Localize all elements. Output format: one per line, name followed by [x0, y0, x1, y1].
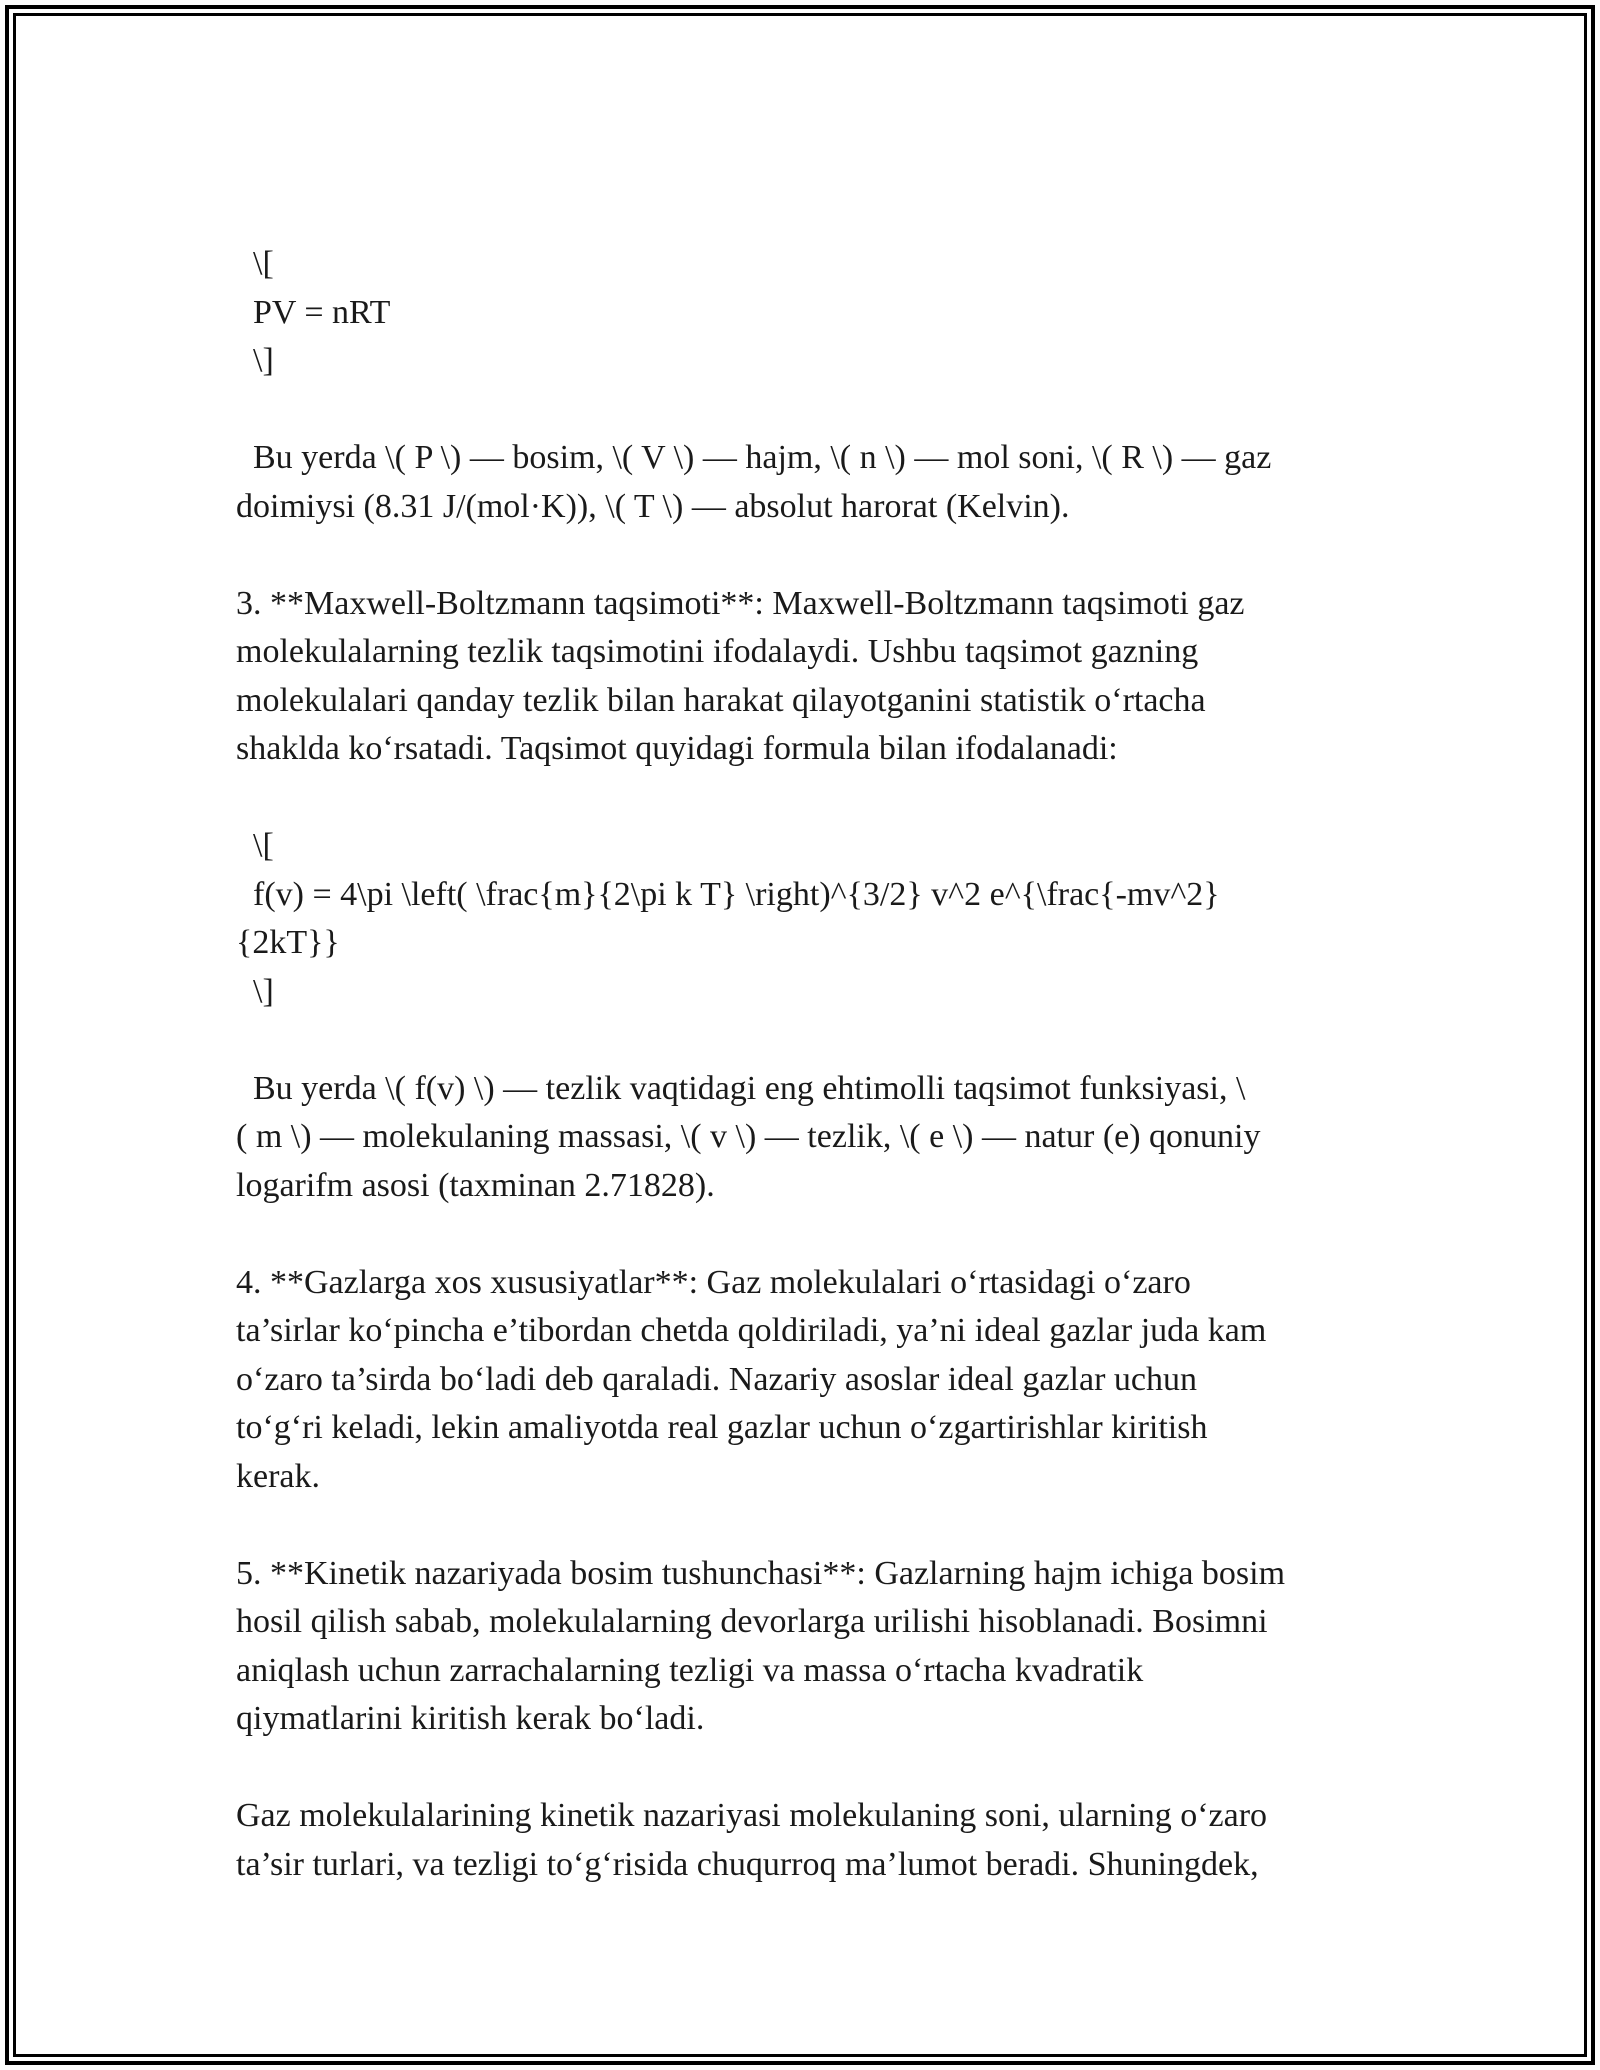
list-item-3 [236, 580, 1376, 774]
equation-ideal-gas [236, 240, 1376, 386]
spacer [236, 1744, 1376, 1793]
text-line: molekulalari qanday tezlik bilan harakat qilayotganini statistik o‘rtacha [236, 681, 1206, 719]
text-line: hosil qilish sabab, molekulalarning devorlarga urilishi hisoblanadi. Bosimni [236, 1603, 1268, 1640]
spacer [236, 1016, 1376, 1065]
spacer [236, 1501, 1376, 1550]
paragraph-variables [236, 434, 1376, 531]
text-line: to‘g‘ri keladi, lekin amaliyotda real gazlar uchun o‘zgartirishlar kiritish [236, 1409, 1208, 1446]
text-line: ta’sirlar ko‘pincha e’tibordan chetda qoldiriladi, ya’ni ideal gazlar juda kam [236, 1312, 1267, 1349]
paragraph-distribution-variables [236, 1065, 1376, 1211]
text-line: molekulalarning tezlik taqsimotini ifodalaydi. Ushbu taqsimot gazning [236, 633, 1199, 670]
text-line: logarifm asosi (taxminan 2.71828). [236, 1166, 715, 1204]
text-line: ta’sir turlari, va tezligi to‘g‘risida chuqurroq ma’lumot beradi. Shuningdek, [236, 1845, 1259, 1883]
list-item-5 [236, 1550, 1376, 1744]
text-line: 3. **Maxwell-Boltzmann taqsimoti**: Maxwell-Boltzmann taqsimoti gaz [236, 584, 1245, 622]
equation-text: PV = nRT [236, 293, 391, 331]
text-line: Bu yerda \( P \) — bosim, \( V \) — hajm, \( n \) — mol soni, \( R \) — gaz [236, 439, 1272, 476]
spacer [236, 1210, 1376, 1259]
text-line: kerak. [236, 1457, 321, 1495]
list-item-4 [236, 1259, 1376, 1502]
text-line: o‘zaro ta’sirda bo‘ladi deb qaraladi. Nazariy asoslar ideal gazlar uchun [236, 1360, 1197, 1398]
text-line: 4. **Gazlarga xos xususiyatlar**: Gaz molekulalari o‘rtasidagi o‘zaro [236, 1263, 1191, 1301]
equation-text: f(v) = 4\pi \left( \frac{m}{2\pi k T} \right)^{3/2} v^2 e^{\frac{-mv^2} [236, 875, 1220, 913]
text-line: 5. **Kinetik nazariyada bosim tushunchasi**: Gazlarning hajm ichiga bosim [236, 1554, 1286, 1592]
equation-close-delimiter: \] [236, 972, 274, 1010]
document-body [236, 240, 1376, 1889]
equation-open-delimiter: \[ [236, 245, 274, 282]
text-line: aniqlash uchun zarrachalarning tezligi va massa o‘rtacha kvadratik [236, 1651, 1144, 1689]
spacer [236, 386, 1376, 435]
paragraph-conclusion [236, 1792, 1376, 1889]
text-line: Bu yerda \( f(v) \) — tezlik vaqtidagi eng ehtimolli taqsimot funksiyasi, \ [236, 1069, 1246, 1107]
text-line: qiymatlarini kiritish kerak bo‘ladi. [236, 1700, 705, 1737]
spacer [236, 774, 1376, 823]
equation-text: {2kT}} [236, 924, 340, 961]
spacer [236, 531, 1376, 580]
text-line: ( m \) — molekulaning massasi, \( v \) — tezlik, \( e \) — natur (e) qonuniy [236, 1118, 1261, 1155]
text-line: shaklda ko‘rsatadi. Taqsimot quyidagi formula bilan ifodalanadi: [236, 730, 1118, 767]
text-line: doimiysi (8.31 J/(mol·K)), \( T \) — absolut harorat (Kelvin). [236, 487, 1070, 525]
equation-open-delimiter: \[ [236, 827, 274, 864]
equation-maxwell-boltzmann [236, 822, 1376, 1016]
text-line: Gaz molekulalarining kinetik nazariyasi molekulaning soni, ularning o‘zaro [236, 1797, 1268, 1834]
equation-close-delimiter: \] [236, 342, 274, 379]
